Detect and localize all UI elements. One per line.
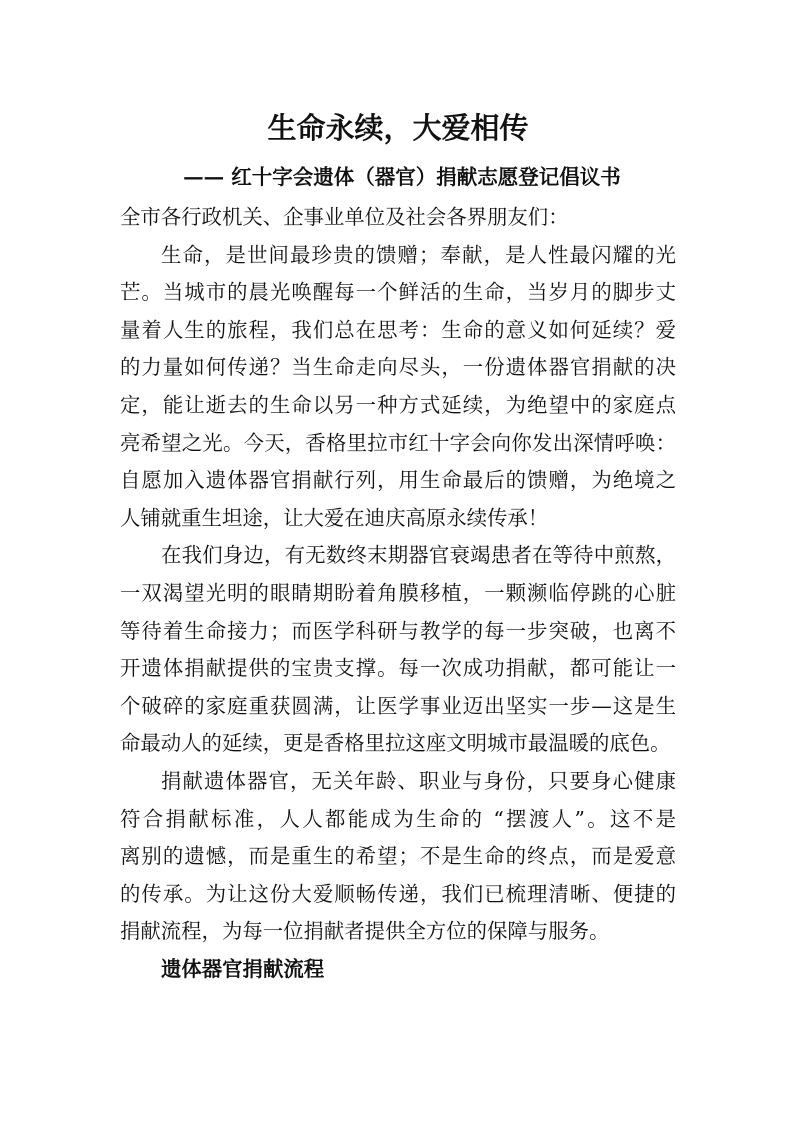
paragraph-line: 亮希望之光。今天，香格里拉市红十字会向你发出深情呼唤： — [120, 430, 676, 455]
paragraph-line: 的传承。为让这份大爱顺畅传递，我们已梳理清晰、便捷的 — [120, 881, 676, 906]
paragraph-line: 等待着生命接力；而医学科研与教学的每一步突破，也离不 — [120, 618, 676, 643]
paragraph-line: 定，能让逝去的生命以另一种方式延续，为绝望中的家庭点 — [120, 392, 676, 417]
paragraph-line: 开遗体捐献提供的宝贵支撑。每一次成功捐献，都可能让一 — [120, 656, 676, 681]
paragraph-line: 离别的遗憾，而是重生的希望；不是生命的终点，而是爱意 — [120, 844, 676, 869]
paragraph-line: 捐献流程，为每一位捐献者提供全方位的保障与服务。 — [120, 919, 610, 944]
paragraph-line: 生命，是世间最珍贵的馈赠；奉献，是人性最闪耀的光 — [161, 242, 676, 267]
paragraph-line: 的力量如何传递？当生命走向尽头，一份遗体器官捐献的决 — [120, 355, 676, 380]
paragraph-line: 命最动人的延续，更是香格里拉这座文明城市最温暖的底色。 — [120, 731, 671, 756]
paragraph-3 — [120, 763, 676, 951]
paragraph-line: 人铺就重生坦途，让大爱在迪庆高原永续传承！ — [120, 505, 549, 530]
document-subtitle: —— 红十字会遗体（器官）捐献志愿登记倡议书 — [183, 165, 621, 189]
paragraph-1 — [120, 237, 676, 538]
section-heading: 遗体器官捐献流程 — [161, 956, 325, 981]
paragraph-line: 个破碎的家庭重获圆满，让医学事业迈出坚实一步—这是生 — [120, 693, 676, 718]
paragraph-line: 捐献遗体器官，无关年龄、职业与身份，只要身心健康 — [161, 768, 676, 793]
paragraph-line: 符合捐献标准，人人都能成为生命的 “摆渡人”。这不是 — [120, 806, 676, 831]
paragraph-line: 量着人生的旅程，我们总在思考：生命的意义如何延续？爱 — [120, 317, 676, 342]
document-body — [120, 108, 676, 988]
paragraph-2 — [120, 537, 676, 763]
paragraph-line: 自愿加入遗体器官捐献行列，用生命最后的馈赠，为绝境之 — [120, 468, 676, 493]
salutation: 全市各行政机关、企事业单位及社会各界朋友们： — [120, 205, 569, 229]
paragraph-line: 芒。当城市的晨光唤醒每一个鲜活的生命，当岁月的脚步丈 — [120, 280, 676, 305]
paragraph-line: 在我们身边，有无数终末期器官衰竭患者在等待中煎熬， — [161, 543, 676, 568]
paragraph-line: 一双渴望光明的眼睛期盼着角膜移植，一颗濒临停跳的心脏 — [120, 580, 676, 605]
document-title: 生命永续，大爱相传 — [267, 111, 529, 145]
